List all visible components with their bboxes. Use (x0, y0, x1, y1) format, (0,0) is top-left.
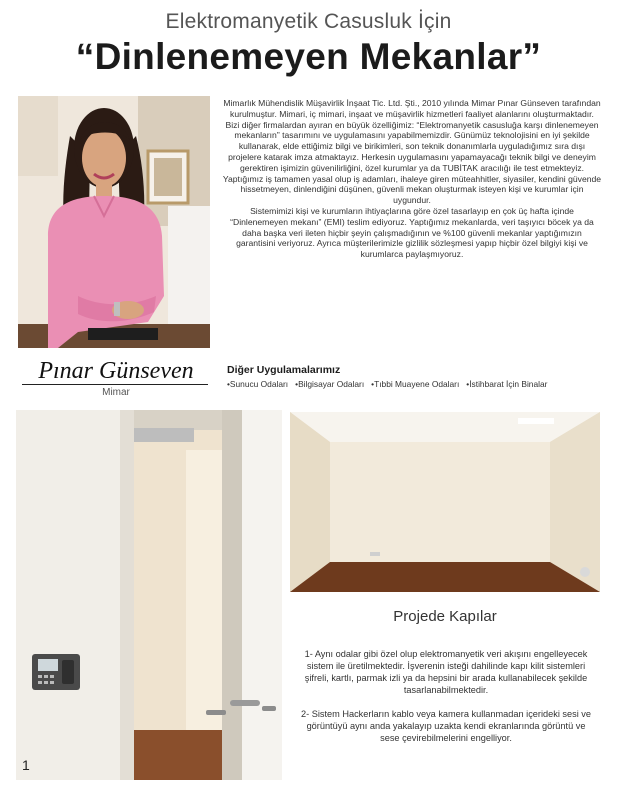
application-item: •Sunucu Odaları (227, 379, 289, 389)
applications-list (227, 379, 612, 389)
intro-paragraph: Mimarlık Mühendislik Müşavirlik İnşaat Tic. Ltd. Şti., 2010 yılında Mimar Pınar Günseven tarafından kurulmuştur. Mimari, iç mimari, inşaat ve müşavirlik hizmetleri faaliyet alanlarını oluşturmaktadır. (223, 98, 601, 119)
portrait-photo (18, 96, 210, 348)
intro-paragraph: Yaptığımız iş tamamen yasal olup iş adamları, ihaleye giren müteahhitler, siyasiler, kendini güvende hissetmeyen, dinlendiğini düşünen, güvenli mekan oluşturmak isteyen kişi ve kurumlar için uygundur. (222, 173, 602, 206)
person-role: Mimar (102, 387, 130, 398)
intro-paragraph: Sistemimizi kişi ve kurumların ihtiyaçlarına göre özel tasarlayıp en çok üç hafta içinde “Dinlenemeyen mekanı” (EMI) teslim ediyoruz. Yaptığımız mekanlarda, veri taşıyıcı böcek ya da daha başka veri ileten hiçbir şeyin çalışmadığının ve %100 güvenli mekanlar yaptığımızın garantisini veriyoruz. Ayrıca müşterilerimizle gizlilik sözleşmesi yapıp hiçbir özel bilgiyi kişi ve kurumlarca paylaşmıyoruz. (230, 205, 594, 260)
article-title: “Dinlenemeyen Mekanlar” (75, 36, 542, 77)
page-number: 1 (22, 757, 30, 773)
room-photo (290, 412, 600, 592)
person-name: Pınar Günseven (38, 358, 194, 384)
intro-text (222, 98, 602, 260)
name-underline (22, 384, 208, 385)
doors-text (296, 648, 596, 756)
application-item: •Tıbbi Muayene Odaları (371, 379, 460, 389)
application-item: •İstihbarat İçin Binalar (466, 379, 548, 389)
doors-paragraph: 1- Aynı odalar gibi özel olup elektromanyetik veri akışını engelleyecek sistem ile üretilmektedir. İşverenin isteği dahilinde kapı kilit sistemleri şifreli, kartlı, parmak izli ya da hepsini bir arada kullanabilecek şekilde tasarlanabilmektedir. (304, 649, 588, 695)
application-item: •Bilgisayar Odaları (295, 379, 365, 389)
doors-title: Projede Kapılar (393, 608, 497, 625)
applications-title: Diğer Uygulamalarımız (227, 364, 341, 376)
doors-paragraph: 2- Sistem Hackerların kablo veya kamera kullanmadan içerideki sesi ve görüntüyü aynı anda yakalayıp uzakta kendi ekranlarında görüntü ve sese çevirebilmelerini engelliyor. (300, 709, 592, 743)
article-subtitle: Elektromanyetik Casusluk İçin (165, 10, 452, 33)
door-photo (16, 410, 282, 780)
intro-paragraph: Bizi diğer firmalardan ayıran en büyük özelliğimiz: “Elektromanyetik casusluğa karşı dinlenemeyen mekanların” tasarımını ve uygulamasını yapabilmemizdir. Günümüz teknolojisini en iyi şekilde kullanarak, elde ettiğimiz bilgi ve birikimleri, son teknik donanımlarla uyguladığımız sıra dışı projelere katarak imza atmaktayız. Herkesin uygulamasını yapamayacağı teknik bilgi ve deneyim gerektiren işimizin güvenilirliğini, özel kurumlar ya da TUBİTAK aracılığı ile test etmekteyiz. (225, 119, 599, 173)
